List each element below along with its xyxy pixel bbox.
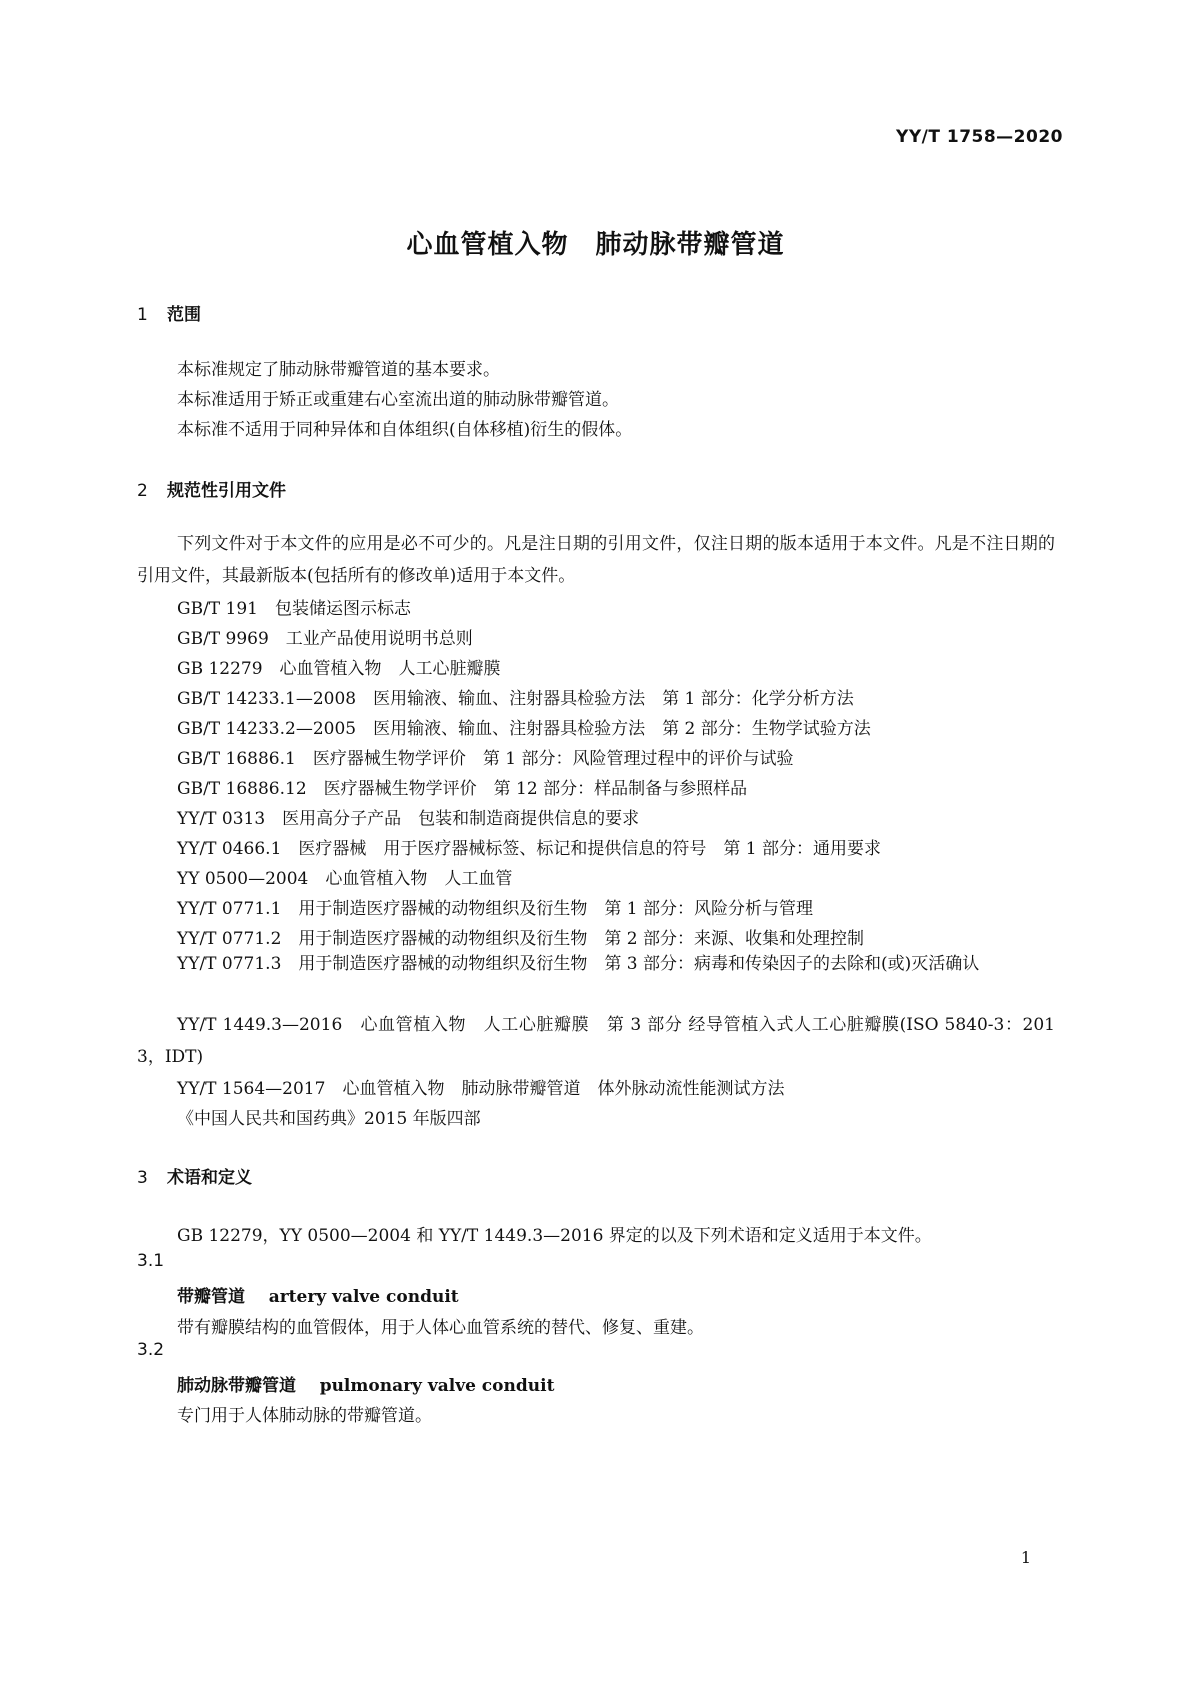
- section-number: 3: [137, 1168, 148, 1188]
- document-title: 心血管植入物 肺动脉带瓣管道: [406, 230, 785, 260]
- scope-paragraph: 本标准适用于矫正或重建右心室流出道的肺动脉带瓣管道。: [177, 390, 619, 410]
- term-name: [177, 1282, 459, 1307]
- reference-item: YY/T 0466.1 医疗器械 用于医疗器械标签、标记和提供信息的符号 第 1 部分：通用要求: [177, 839, 882, 859]
- references-intro: 下列文件对于本文件的应用是必不可少的。凡是注日期的引用文件，仅注日期的版本适用于本文件。凡是不注日期的引用文件，其最新版本(包括所有的修改单)适用于本文件。: [137, 534, 1055, 586]
- term-number: 3.2: [137, 1340, 165, 1360]
- reference-item: GB/T 14233.1—2008 医用输液、输血、注射器具检验方法 第 1 部分：化学分析方法: [177, 689, 854, 709]
- reference-item: GB/T 16886.12 医疗器械生物学评价 第 12 部分：样品制备与参照样品: [177, 779, 748, 799]
- term-name-en: artery valve conduit: [268, 1287, 459, 1307]
- page-number: 1: [1020, 1548, 1031, 1567]
- section-number: 1: [137, 305, 148, 325]
- scope-paragraph: 本标准不适用于同种异体和自体组织(自体移植)衍生的假体。: [177, 420, 633, 440]
- section-title: 规范性引用文件: [167, 481, 286, 501]
- section-number: 2: [137, 481, 148, 501]
- reference-item: GB/T 14233.2—2005 医用输液、输血、注射器具检验方法 第 2 部分：生物学试验方法: [177, 719, 871, 739]
- reference-item: YY/T 1449.3—2016 心血管植入物 人工心脏瓣膜 第 3 部分 经导管植入式人工心脏瓣膜(ISO 5840-3：2013，IDT): [137, 1015, 1055, 1067]
- term-definition: 带有瓣膜结构的血管假体，用于人体心血管系统的替代、修复、重建。: [177, 1318, 704, 1338]
- term-name-zh: 带瓣管道: [177, 1287, 245, 1307]
- reference-item: GB/T 9969 工业产品使用说明书总则: [177, 629, 473, 649]
- section-title: 术语和定义: [167, 1168, 252, 1188]
- reference-item: GB 12279 心血管植入物 人工心脏瓣膜: [177, 659, 501, 679]
- term-name-zh: 肺动脉带瓣管道: [177, 1376, 296, 1396]
- reference-item: GB/T 191 包装储运图示标志: [177, 599, 411, 619]
- reference-item: YY/T 0771.3 用于制造医疗器械的动物组织及衍生物 第 3 部分：病毒和传染因子的去除和(或)灭活确认: [177, 954, 980, 974]
- reference-item: GB/T 16886.1 医疗器械生物学评价 第 1 部分：风险管理过程中的评价与试验: [177, 749, 794, 769]
- reference-item: 《中国人民共和国药典》2015 年版四部: [177, 1109, 481, 1129]
- reference-item: YY/T 1564—2017 心血管植入物 肺动脉带瓣管道 体外脉动流性能测试方法: [177, 1079, 785, 1099]
- reference-item: YY/T 0313 医用高分子产品 包装和制造商提供信息的要求: [177, 809, 640, 829]
- reference-item: YY 0500—2004 心血管植入物 人工血管: [177, 869, 513, 889]
- reference-item: YY/T 0771.1 用于制造医疗器械的动物组织及衍生物 第 1 部分：风险分析与管理: [177, 899, 814, 919]
- term-definition: 专门用于人体肺动脉的带瓣管道。: [177, 1406, 432, 1426]
- term-number: 3.1: [137, 1251, 165, 1271]
- section-1-heading: [137, 300, 201, 325]
- section-title: 范围: [167, 305, 201, 325]
- terms-intro: GB 12279，YY 0500—2004 和 YY/T 1449.3—2016 界定的以及下列术语和定义适用于本文件。: [177, 1226, 932, 1246]
- section-3-heading: [137, 1163, 252, 1188]
- term-name: [177, 1371, 554, 1396]
- standard-number: YY/T 1758—2020: [896, 127, 1063, 147]
- reference-item: YY/T 0771.2 用于制造医疗器械的动物组织及衍生物 第 2 部分：来源、收集和处理控制: [177, 929, 865, 949]
- section-2-heading: [137, 476, 286, 501]
- term-name-en: pulmonary valve conduit: [319, 1376, 555, 1396]
- scope-paragraph: 本标准规定了肺动脉带瓣管道的基本要求。: [177, 360, 500, 380]
